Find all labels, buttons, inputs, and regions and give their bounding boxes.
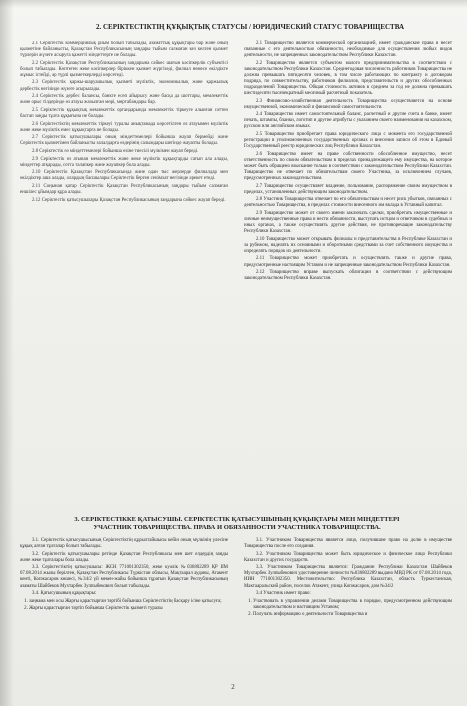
ru-paragraph-3-1: 3.1. Участником Товарищества является лицо, получившие право на долю в имуществе Товарищества после его создания.	[244, 538, 452, 550]
kz-paragraph-2-5: 2.5 Серіктестік құқықтық мемлекеттік органдарында мемлекеттік тіркеуге алынған сәттен бастап заңды тұлға құқығына ие болады.	[20, 107, 228, 119]
section-3-title-russian: УЧАСТНИК ТОВАРИЩЕСТВА. ПРАВА И ОБЯЗАННОСТИ УЧАСТНИКА ТОВАРИЩЕСТВА.	[93, 524, 381, 532]
ru-paragraph-2-6: 2.6 Товарищество имеет на праве собственности обособленное имущество, несет ответственность по своим обязательствам в пределах принадлежащего ему имущества, на которое может быть обращено взыскание только в соответствии с законодательством Республики Казахстан. Товарищество не отвечает по обязательствам своего Участника, за исключением случаев, предусмотренных законодательством.	[244, 151, 452, 181]
section-2-russian-column	[244, 41, 452, 284]
ru-paragraph-2-1: 2.1 Товарищество является коммерческой организацией, имеет гражданские права и несет связанные с его деятельностью обязанности, необходимые для осуществления любых видов деятельности, не запрещенных законодательством Республики Казахстан.	[244, 41, 452, 59]
kz-paragraph-3-4: 3.4. Қатысушының құқықтары:	[32, 591, 97, 597]
ru-paragraph-3-3: 3.3. Участником Товарищества является: Гражданин Республики Казахстан Шайбеков Мухтарбек Зулпыбекович удостоверение личности №036802289 выдано МВД РК от 07.08.2014 года, ИИН 771001302350. Местожительство: Республика Казахстан, область Туркестанская, Мактааральский район, поселок Атакент, улица Копжасаров, дом №34/2	[244, 565, 452, 589]
list-item: 2. Жарғы қарастырған тәртіп бойынша Серіктестік қызметі туралы	[29, 606, 228, 612]
ru-paragraph-2-4: 2.4 Товарищество имеет самостоятельный баланс, расчетный и другие счета в банке, имеет печать, штампы, бланки, логотип и другие атрибуты с указанием своего наименования на казахском, русском или английском языках.	[244, 112, 452, 130]
kz-paragraph-2-6: 2.6 Серіктестіктің мемлекеттік тіркеуі туралы анықтамада көрсетілген өз атауымен мүліктік және жеке мүліктік емес құқықтарға ие болады.	[20, 121, 228, 133]
ru-paragraph-2-8: 2.8 Участник Товарищества отвечает по его обязательствам и несет риск убытков, связанных с деятельностью Товарищества, в пределах стоимости внесенного им вклада в Уставный капитал.	[244, 197, 452, 209]
kz-paragraph-3-1: 3.1. Серіктестік қатысушысының Серіктестіктің құрылтайшысы кейін оның мүлкінің үлесіне құқық алған тұлғалар болып табылады.	[20, 538, 228, 550]
ru-paragraph-2-2: 2.2 Товарищество является субъектом малого предпринимательства в соответствии с законодательством Республики Казахстан. Среднегодовая численность работников Товарищества не должна превышать пятидесяти человек, в том числе работающих по контракту и договорам подряда, по совместительству, работников филиалов, представительств и других обособленных подразделений Товарищества. Общая стоимость активов в среднем за год не должна превышать шестидесяти тысячекратный месячный расчетный показатель.	[244, 60, 452, 96]
page-number: 2	[231, 683, 235, 691]
scan-edge-shadow-left	[0, 0, 14, 706]
kz-paragraph-2-7: 2.7 Серіктестік қатысушылары оның міндеттемелері бойынша жауап бермейді және Серіктестік қызметімен байланысты залалдарға өздерінің салымдары шегінде жауапты болады.	[20, 135, 228, 147]
section-3-title-kazakh: 3. СЕРІКТЕСТІККЕ ҚАТЫСУШЫ. СЕРІКТЕСТІК ҚАТЫСУШЫНЫҢ ҚҰҚЫҚТАРЫ МЕН МІНДЕТТЕРІ	[74, 516, 400, 523]
kz-paragraph-3-3: 3.3. Серіктестіктің қатысушысы: ЖСН 771001302350, жеке куәлік №036802289 ҚР ІІМ 07.08.2014 жылы берілген, Қазақстан Республикасы Түркістан облысы, Мақтаарал ауданы, Атакент кенті, Копжасаров көшесі, №34/2 үй мекен-жайы бойынша тұратын Қазақстан Республикасының азаматы Шайбеков Мухтарбек Зулпыбекович болып табылады.	[20, 565, 228, 589]
section-3-title	[22, 516, 452, 533]
scan-edge-shadow-top	[0, 0, 467, 8]
kz-paragraph-2-3: 2.3 Серіктестік қаржы-шаруашылық қызметі мүліктік, экономикалық және қаржылық дербестік негізінде жүзеге асырылады.	[20, 80, 228, 92]
section-2-title: 2. СЕРІКТЕСТІКТІҢ ҚҰҚЫҚТЫҚ СТАТУСЫ / ЮРИДИЧЕСКИЙ СТАТУС ТОВАРИЩЕСТВА	[95, 23, 405, 31]
kz-paragraph-2-2: 2.2 Серіктестік Қазақстан Республикасының заңдарына сәйкес шағын кәсіпкерлік субъектісі болып табылады. Көптеген жеке кәсіпкерлер біріккен қызмет жүргізеді, филиал немесе өкілдікте жұмыс істейді, әр түрлі қызметкерлерді көрсетеді.	[20, 60, 228, 78]
ru-paragraph-2-11: 2.11 Товарищество может приобретать и осуществлять также и другие права, предусмотренные настоящим Уставом и не запрещенные законодательством Республики Казахстан.	[244, 256, 452, 268]
kz-rights-list	[20, 599, 228, 613]
section-3-russian-column	[244, 538, 452, 620]
ru-rights-list	[244, 599, 452, 619]
ru-paragraph-3-2: 3.2. Участником Товарищества может быть юридическое и физическое лицо Республики Казахстан и других государств.	[244, 551, 452, 563]
ru-paragraph-2-12: 2.12 Товарищество вправе выпускать облигации в соответствии с действующим законодательством Республики Казахстан.	[244, 270, 452, 282]
section-2-kazakh-column	[20, 41, 228, 205]
ru-paragraph-2-5: 2.5 Товарищество приобретает права юридического лица с момента его государственной регистрации в уполномоченных государственных органах и внесения записи об этом в Единый Государственный реестр юридических лиц Республики Казахстан.	[244, 132, 452, 150]
ru-paragraph-2-3: 2.3 Финансово-хозяйственная деятельность Товарищества осуществляется на основе имущественной, экономической и финансовой самостоятельности.	[244, 98, 452, 110]
ru-paragraph-3-4: 3.4 Участник имеет право:	[256, 591, 311, 597]
list-item: 2. Получать информацию о деятельности Товарищества и	[253, 612, 452, 618]
kz-paragraph-3-2: 3.2. Серіктестік қатысушылары ретінде Қазақстан Республикасы мен шет елдердің заңды және жеке тұлғалары бола алады.	[20, 551, 228, 563]
kz-paragraph-2-1: 2.1 Серіктестік коммерциялық ұйым болып табылады, азаматтық құқықтары бар және оның қызметіне байланысты, Қазақстан Республикасының заңдары тыйым салмаған кез келген қызмет түрлерін жүзеге асыруға қажетті міндеттерге ие болады.	[20, 41, 228, 59]
kz-paragraph-2-11: 2.11 Соңынан қатар Серіктестік Қазақстан Республикасының заңдары тыйым салмаған еншілес ұйымдар құра алады.	[20, 183, 228, 195]
kz-paragraph-2-12: 2.12 Серіктестік қатысушылары Қазақстан Республикасының заңдарына сәйкес жауап береді.	[32, 197, 226, 203]
ru-paragraph-2-7: 2.7 Товарищество осуществляет владение, пользование, распоряжение своим имуществом в пределах, установленных действующим законодательством.	[244, 183, 452, 195]
kz-paragraph-2-10: 2.10 Серіктестік Қазақстан Республикасында және одан тыс жерлерде филиалдар мен өкілдіктер аша алады, олардың басшылары Серіктестік берген сенімхат негізінде әрекет етеді.	[20, 170, 228, 182]
kz-paragraph-2-9: 2.9 Серіктестік өз атынан мемлекеттік және жеке мүліктік құқықтарды сатып ала алады, міндеттер атқарады, сотта талапкер және жауапкер бола алады.	[20, 156, 228, 168]
list-item: 1. заңнама мен осы Жарғы қарастырған тәртібі бойынша Серіктестіктің басқару ісіне қатысуға;	[29, 599, 228, 605]
list-item: 1. Участвовать в управлении делами Товарищества в порядке, предусмотренном действующим законодательством и настоящим Уставом;	[253, 599, 452, 611]
kz-paragraph-2-8: 2.8 Серіктестік өз міндеттемелері бойынша өзіне тиесілі мүлкімен жауап береді.	[32, 148, 199, 154]
ru-paragraph-2-9: 2.9 Товарищество может от своего имени заключать сделки, приобретать имущественные и личные неимущественные права и нести обязанности, выступать истцом и ответчиком в судебных и иных органах, а также осуществлять другие действия, не противоречащие законодательству Республики Казахстан.	[244, 210, 452, 235]
kz-paragraph-2-4: 2.4 Серіктестік дербес балансы, банкте есеп айырысу және басқа да шоттары, мемлекеттік және орыс тілдерінде өз атауы жазылған мөрі, мөртабандары бар.	[20, 94, 228, 106]
ru-paragraph-2-10: 2.10 Товарищество может открывать филиалы и представительства в Республике Казахстан и за рубежом, наделять их основными и оборотными средствами за счет собственного имущества и определять порядок их деятельности.	[244, 236, 452, 254]
section-3-kazakh-column	[20, 538, 228, 614]
